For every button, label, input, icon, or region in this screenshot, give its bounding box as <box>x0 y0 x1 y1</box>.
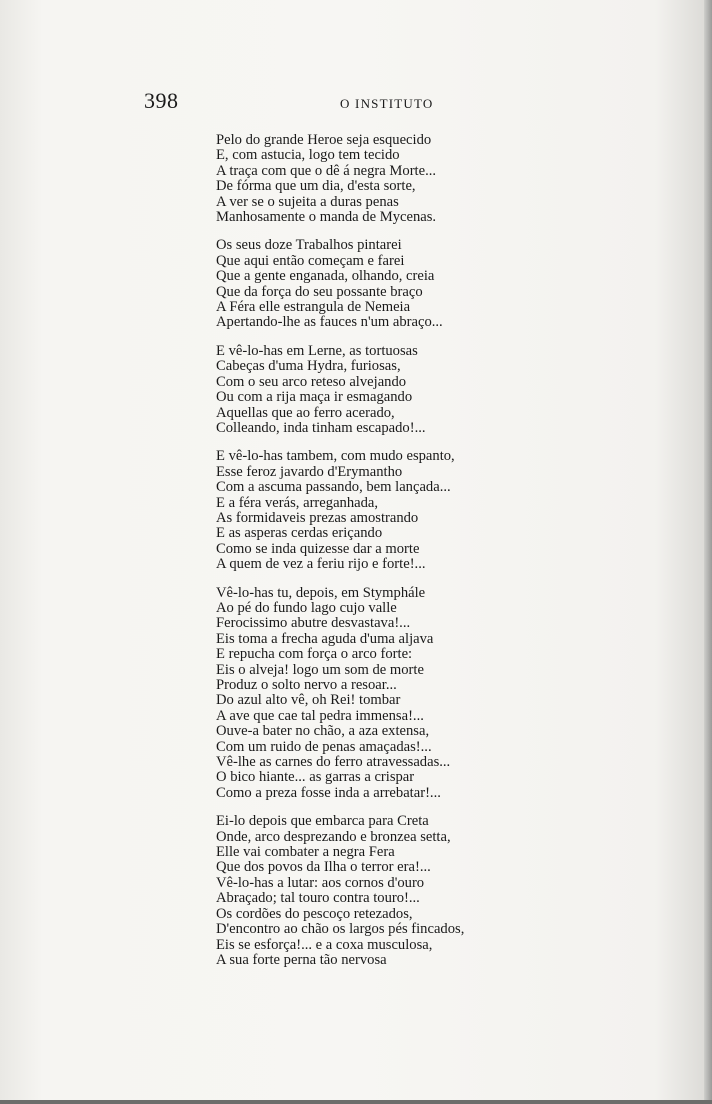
verse-line: Produz o solto nervo a resoar... <box>216 677 397 693</box>
verse-line: Como a preza fosse inda a arrebatar!... <box>216 784 441 801</box>
stanza <box>216 814 516 968</box>
verse-line: Manhosamente o manda de Mycenas. <box>216 209 437 226</box>
verse-line: Apertando-lhe as fauces n'um abraço... <box>216 314 443 331</box>
verse-line: Vê-lo-has a lutar: aos cornos d'ouro <box>216 874 425 891</box>
verse-line: Os cordões do pescoço retezados, <box>216 905 413 922</box>
verse-line: E vê-lo-has tambem, com mudo espanto, <box>216 448 455 465</box>
verse-line: Com um ruido de penas amaçadas!... <box>216 738 432 755</box>
verse-line: E repucha com força o arco forte: <box>216 646 413 663</box>
verse-line: A quem de vez a feriu rijo e forte!... <box>216 556 426 573</box>
verse-line: Com o seu arco reteso alvejando <box>216 373 407 390</box>
verse-line: Do azul alto vê, oh Rei! tombar <box>216 692 401 709</box>
verse-line: E vê-lo-has em Lerne, as tortuosas <box>216 342 418 359</box>
verse-line: Ferocissimo abutre desvastava!... <box>216 615 411 632</box>
verse-line: O bico hiante... as garras a crispar <box>216 769 415 786</box>
running-title: O INSTITUTO <box>340 96 434 111</box>
verse-line: E as asperas cerdas eriçando <box>216 525 383 542</box>
stanza <box>216 449 516 572</box>
verse-line: Eis o alveja! logo um som de morte <box>216 661 424 678</box>
verse-line: Ei-lo depois que embarca para Creta <box>216 813 429 830</box>
verse-line: Vê-lhe as carnes do ferro atravessadas... <box>216 754 451 771</box>
verse-line: Colleando, inda tinham escapado!... <box>216 419 426 436</box>
verse-line: Abraçado; tal touro contra touro!... <box>216 890 420 907</box>
verse-line: D'encontro ao chão os largos pés fincados, <box>216 921 465 938</box>
verse-line: Eis se esforça!... e a coxa musculosa, <box>216 936 433 953</box>
page-number: 398 <box>144 88 179 113</box>
verse-line: Eis toma a frecha aguda d'uma aljava <box>216 630 434 647</box>
stanza <box>216 133 516 225</box>
verse-line: Vê-lo-has tu, depois, em Stymphále <box>216 584 426 601</box>
verse-line: Onde, arco desprezando e bronzea setta, <box>216 828 451 845</box>
verse-line: Cabeças d'uma Hydra, furiosas, <box>216 358 401 375</box>
stanza <box>216 344 516 436</box>
verse-line: A ver se o sujeita a duras penas <box>216 193 399 210</box>
verse-line: Como se inda quizesse dar a morte <box>216 540 420 557</box>
verse-line: Esse feroz javardo d'Erymantho <box>216 463 403 480</box>
verse-line: Com a ascuma passando, bem lançada... <box>216 479 451 496</box>
verse-line: Ouve-a bater no chão, a aza extensa, <box>216 723 430 740</box>
verse-line: E, com astucia, logo tem tecido <box>216 147 400 164</box>
verse-line: Os seus doze Trabalhos pintarei <box>216 237 402 254</box>
verse-line: A ave que cae tal pedra immensa!... <box>216 707 424 724</box>
poem-body <box>216 133 516 981</box>
stanza <box>216 586 516 802</box>
verse-line: De fórma que um dia, d'esta sorte, <box>216 178 416 195</box>
verse-line: Que a gente enganada, olhando, creia <box>216 268 435 285</box>
verse-line: Elle vai combater a negra Fera <box>216 844 395 861</box>
verse-line: Que aqui então começam e farei <box>216 252 405 269</box>
verse-line: A sua forte perna tão nervosa <box>216 951 387 968</box>
verse-line: Aquellas que ao ferro acerado, <box>216 404 395 421</box>
page-bottom-border <box>0 1100 712 1104</box>
verse-line: Que dos povos da Ilha o terror era!... <box>216 859 431 876</box>
verse-line: A Féra elle estrangula de Nemeia <box>216 299 411 316</box>
page-edge-shadow <box>704 0 712 1104</box>
verse-line: E a féra verás, arreganhada, <box>216 494 379 511</box>
verse-line: Ou com a rija maça ir esmagando <box>216 389 413 406</box>
verse-line: Que da força do seu possante braço <box>216 283 423 300</box>
verse-line: Ao pé do fundo lago cujo valle <box>216 599 397 616</box>
verse-line: As formidaveis prezas amostrando <box>216 509 419 526</box>
verse-line: A traça com que o dê á negra Morte... <box>216 162 437 179</box>
verse-line: Pelo do grande Heroe seja esquecido <box>216 132 432 148</box>
stanza <box>216 238 516 330</box>
